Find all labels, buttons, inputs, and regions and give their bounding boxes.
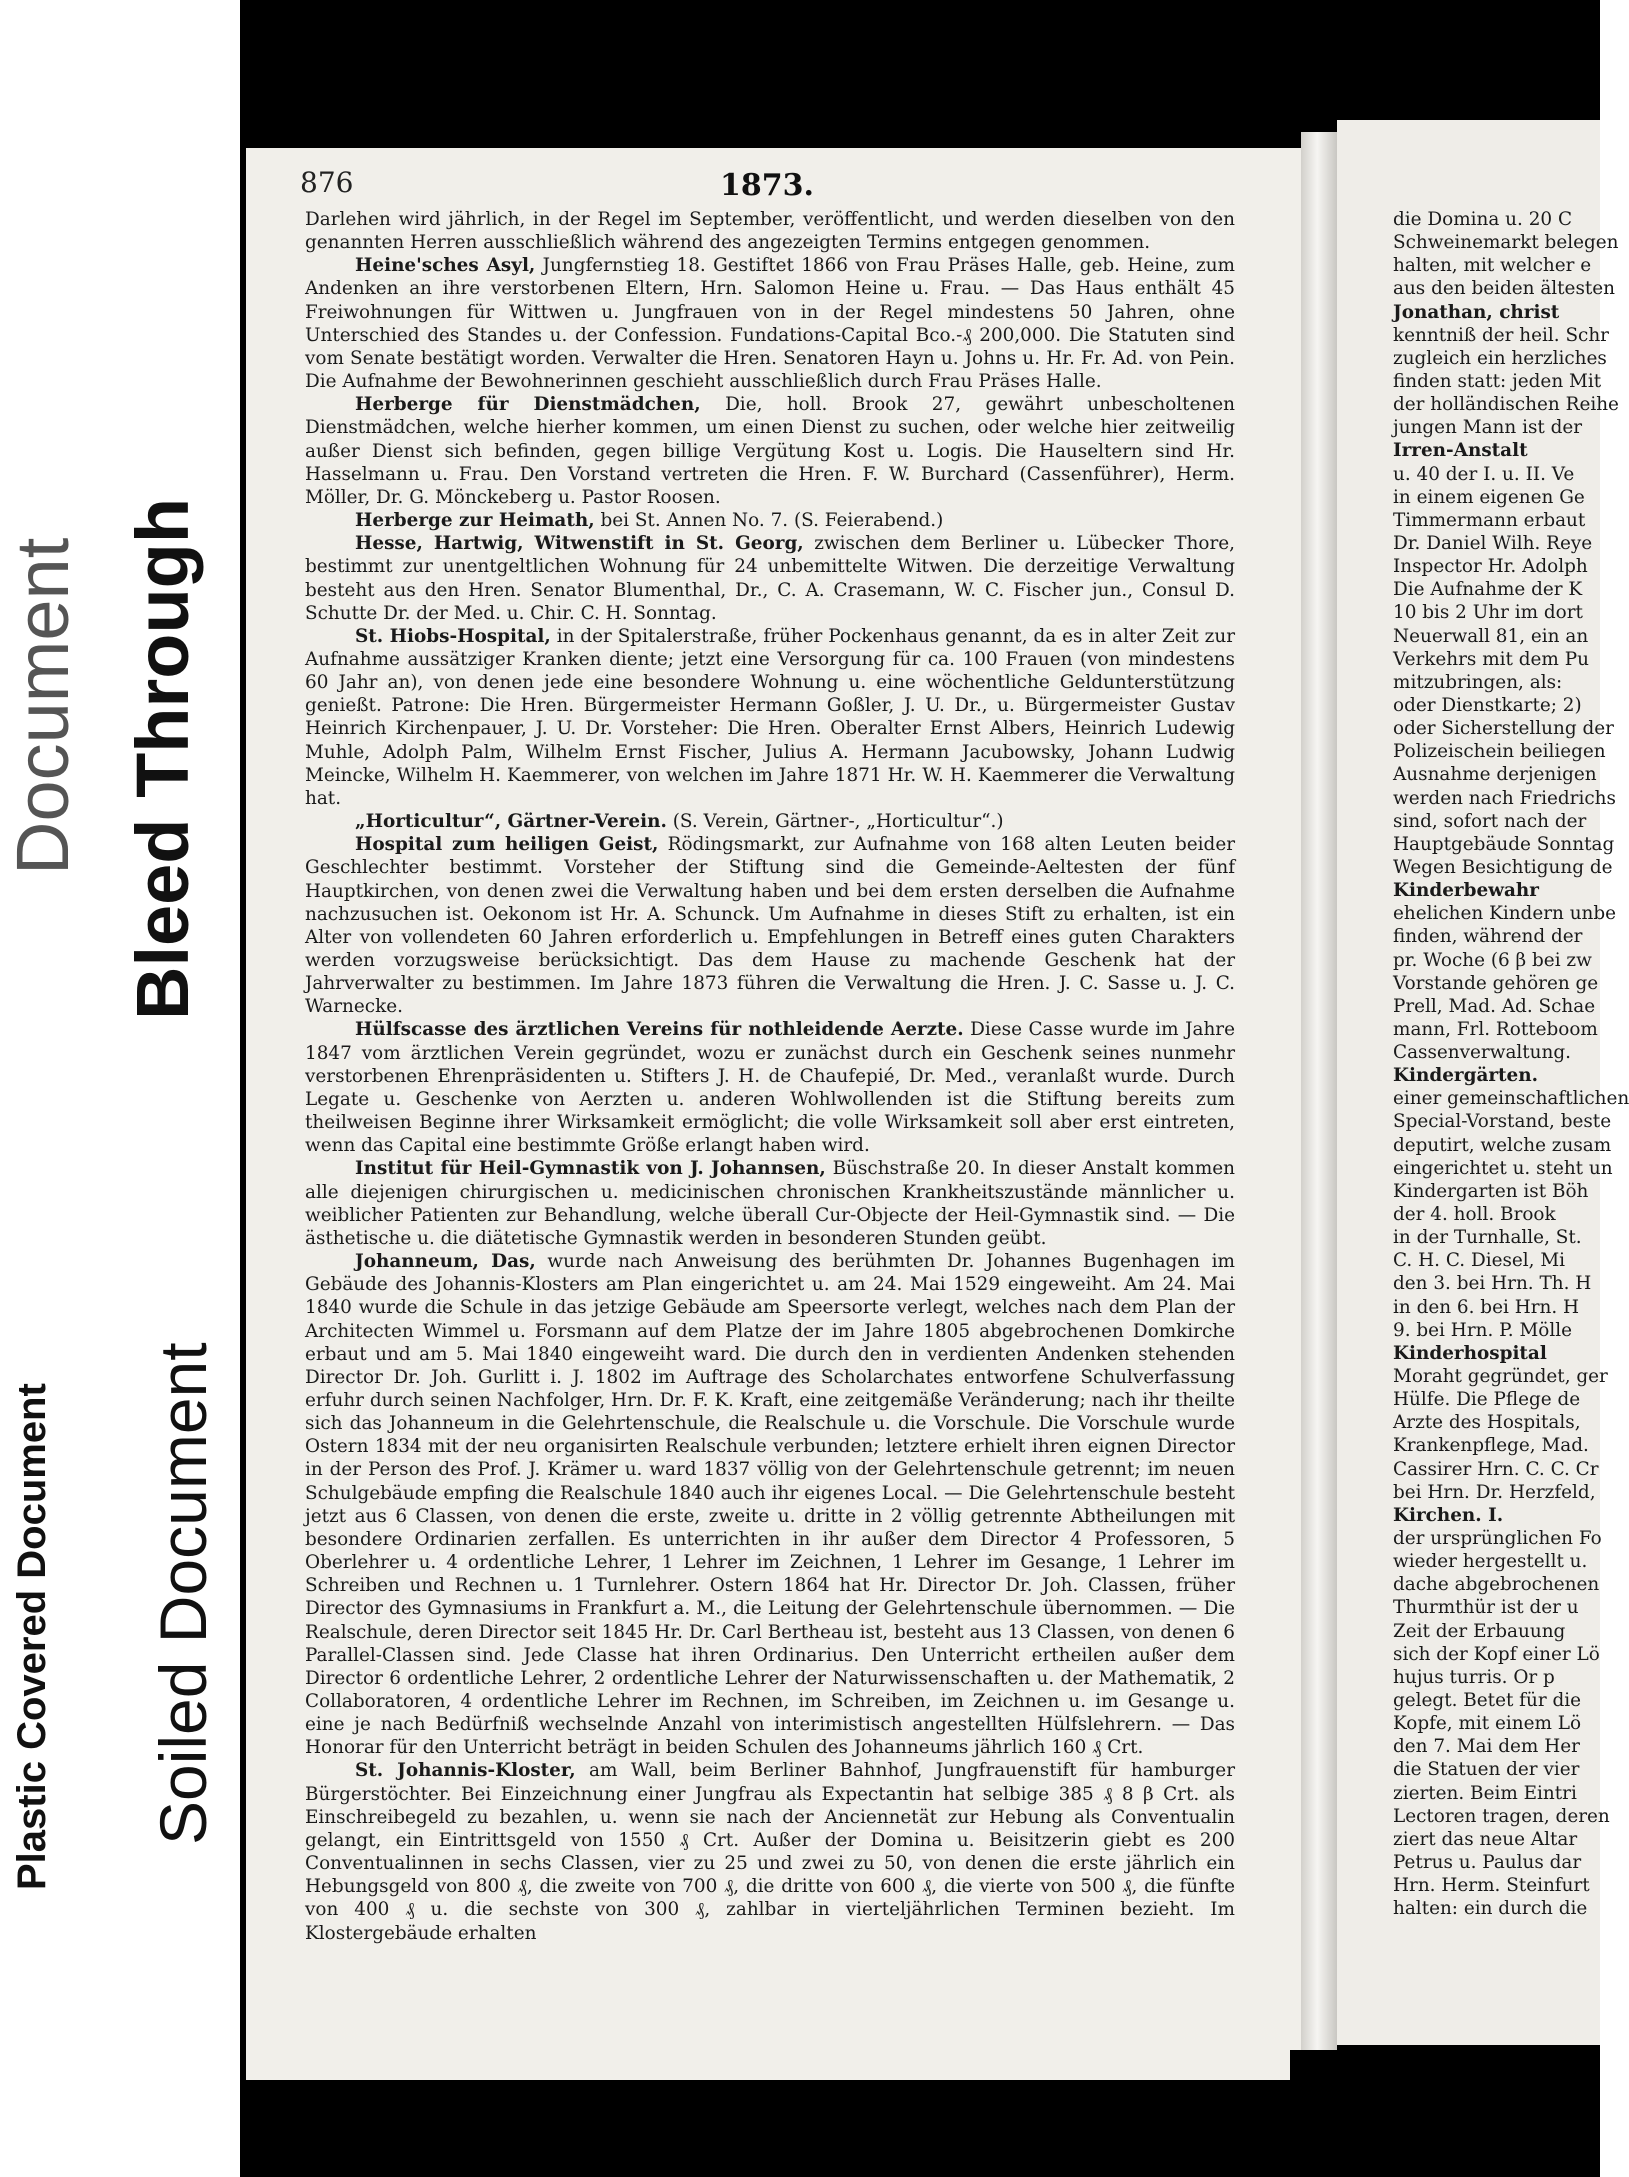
entry-title: Johanneum, Das, [355, 1251, 536, 1273]
entry [305, 625, 1235, 810]
right-column-line: Kinderbewahr [1393, 880, 1539, 902]
right-column-line: mann, Frl. Rotteboom [1393, 1018, 1598, 1040]
page-gutter [1301, 132, 1337, 2077]
right-column-line: Kindergarten ist Böh [1393, 1180, 1589, 1202]
right-column-line: u. 40 der I. u. II. Ve [1393, 463, 1575, 485]
year-heading: 1873. [720, 168, 814, 203]
entry [305, 509, 1235, 532]
entry-text: Rödingsmarkt, zur Aufnahme von 168 alten Leuten beider Geschlechter bestimmt. Vorsteher der Stiftung sind die Gemeinde-Aeltesten der fünf Hauptkirchen, von denen zwei die Verwaltung haben und bei dem ersten derselben die Aufnahme nachzusuchen ist. Oekonom ist Hr. A. Schunck. Um Aufnahme in dieses Stift zu erhalten, ist ein Alter von vollendeten 60 Jahren erforderlich u. Empfehlungen in Betreff eines guten Charakters werden vorzugsweise berücksichtigt. Das dem Hause zu machende Geschenk hat der Jahrverwalter zu bestimmen. Im Jahre 1873 führen die Verwaltung die Hren. J. C. Sasse u. J. C. Warnecke. [305, 834, 1235, 1018]
right-column-line: Die Aufnahme der K [1393, 579, 1583, 601]
entry-text: Die, holl. Brook 27, gewährt unbescholtenen Dienstmädchen, welche hierher kommen, um einen Dienst zu suchen, oder welche hier zeitweilig außer Dienst sich befinden, gegen billige Vergütung Kost u. Logis. Die Hauseltern sind Hr. Hasselmann u. Frau. Den Vorstand vertreten die Hren. F. W. Burchard (Cassenführer), Herm. Möller, Dr. G. Mönckeberg u. Pastor Roosen. [305, 394, 1235, 508]
right-column-line: eingerichtet u. steht un [1393, 1157, 1613, 1179]
right-column-line: oder Sicherstellung der [1393, 718, 1614, 740]
right-column-line: Kirchen. I. [1393, 1504, 1504, 1526]
right-column-line: Hrn. Herm. Steinfurt [1393, 1875, 1590, 1897]
right-column-line: Polizeischein beiliegen [1393, 741, 1606, 763]
right-column-line: Thurmthür ist der u [1393, 1597, 1579, 1619]
right-column-line: Schweinemarkt belegen [1393, 232, 1619, 254]
right-column-line: Neuerwall 81, ein an [1393, 625, 1589, 647]
right-column-line: halten: ein durch die [1393, 1898, 1588, 1920]
entry-title: „Horticultur“, Gärtner-Verein. [355, 811, 667, 833]
main-text-column [305, 208, 1235, 1945]
entry-text: am Wall, beim Berliner Bahnhof, Jungfrauenstift für hamburger Bürgerstöchter. Bei Einzeichnung einer Jungfrau als Expectantin hat selbige 385 ₰ 8 β Crt. als Einschreibegeld zu bezahlen, u. wenn sie nach der Anciennetät zur Hebung als Conventualin gelangt, ein Eintrittsgeld von 1550 ₰ Crt. Außer der Domina u. Beisitzerin giebt es 200 Conventualinnen in sechs Classen, vier zu 25 und zwei zu 50, von denen die erste jährlich ein Hebungsgeld von 800 ₰, die zweite von 700 ₰, die dritte von 600 ₰, die vierte von 500 ₰, die fünfte von 400 ₰ u. die sechste von 300 ₰, zahlbar in vierteljährlichen Terminen bezieht. Im Klostergebäude erhalten [305, 1760, 1235, 1944]
entry [305, 208, 1235, 254]
right-column-line: die Domina u. 20 C [1393, 209, 1573, 230]
entry-text: zwischen dem Berliner u. Lübecker Thore, bestimmt zur unentgeltlichen Wohnung für 24 unbemittelte Witwen. Die derzeitige Verwaltung besteht aus den Hren. Senator Blumenthal, Dr., C. A. Crasemann, W. C. Fischer jun., Consul D. Schutte Dr. der Med. u. Chir. C. H. Sonntag. [305, 533, 1235, 624]
right-column-line: wieder hergestellt u. [1393, 1551, 1588, 1573]
right-column-line: zierten. Beim Eintri [1393, 1782, 1577, 1804]
right-column-line: Verkehrs mit dem Pu [1393, 648, 1589, 670]
right-column-line: Irren-Anstalt [1393, 440, 1528, 462]
right-column-line: ehelichen Kindern unbe [1393, 903, 1617, 925]
entry [305, 254, 1235, 393]
right-column-line: gelegt. Betet für die [1393, 1690, 1582, 1711]
right-column-line: Lectoren tragen, deren [1393, 1805, 1610, 1827]
right-column-line: einer gemeinschaftlichen [1393, 1088, 1629, 1110]
right-column-line: hujus turris. Or p [1393, 1666, 1555, 1688]
right-column-line: der holländischen Reihe [1393, 394, 1619, 416]
right-column-line: Krankenpflege, Mad. [1393, 1435, 1589, 1457]
right-column-line: Hülfe. Die Pflege de [1393, 1389, 1581, 1411]
entry-text: in der Spitalerstraße, früher Pockenhaus genannt, da es in alter Zeit zur Aufnahme aussätziger Kranken diente; jetzt eine Versorgung für ca. 100 Frauen (von mindestens 60 Jahr an), von denen jede eine besondere Wohnung u. eine wöchentliche Geldunterstützung genießt. Patrone: Die Hren. Bürgermeister Hermann Goßler, J. U. Dr., u. Bürgermeister Gustav Heinrich Kirchenpauer, J. U. Dr. Vorsteher: Die Hren. Oberalter Ernst Albers, Heinrich Ludewig Muhle, Adolph Palm, Wilhelm Ernst Fischer, Julius A. Hermann Jacubowsky, Johann Ludwig Meincke, Wilhelm H. Kaemmerer, von welchen im Jahre 1871 Hr. W. H. Kaemmerer die Verwaltung hat. [305, 625, 1235, 809]
right-column-line: kenntniß der heil. Schr [1393, 324, 1609, 346]
entry [305, 1157, 1235, 1250]
right-column-line: halten, mit welcher e [1393, 255, 1592, 277]
right-column-line: finden, während der [1393, 926, 1583, 948]
right-column-line: Cassirer Hrn. C. C. Cr [1393, 1458, 1599, 1480]
plastic-covered-label: Plastic Covered Document [10, 1383, 54, 1890]
entry [305, 1018, 1235, 1157]
right-column-line: sind, sofort nach der [1393, 810, 1587, 832]
entry-title: St. Johannis-Kloster, [355, 1760, 576, 1782]
entry [305, 1759, 1235, 1944]
right-column-line: Dr. Daniel Wilh. Reye [1393, 532, 1593, 554]
entry-title: Heine'sches Asyl, [355, 255, 536, 277]
right-column-line: in den 6. bei Hrn. H [1393, 1296, 1580, 1318]
entry [305, 393, 1235, 509]
right-column-line: deputirt, welche zusam [1393, 1134, 1612, 1156]
right-column-line: Kindergärten. [1393, 1065, 1539, 1087]
right-column-line: Special-Vorstand, beste [1393, 1111, 1612, 1133]
right-column-line: oder Dienstkarte; 2) [1393, 694, 1582, 716]
right-column-line: Ausnahme derjenigen [1393, 764, 1597, 786]
right-column-line: Jonathan, christ [1393, 301, 1560, 323]
entry-text: wurde nach Anweisung des berühmten Dr. Johannes Bugenhagen im Gebäude des Johannis-Klosters am Plan eingerichtet u. am 24. Mai 1529 eingeweiht. Am 24. Mai 1840 wurde die Schule in das jetzige Gebäude am Speersorte verlegt, welches nach dem Plan der Architecten Wimmel u. Forsmann auf dem Platze der im Jahre 1805 abgebrochenen Domkirche erbaut und am 5. Mai 1840 eingeweiht ward. Die durch den in verdienten Andenken stehenden Director Dr. Joh. Gurlitt i. J. 1802 im Auftrage des Scholarchates entworfene Schulverfassung erfuhr durch seinen Nachfolger, Hrn. Dr. F. K. Kraft, eine zeitgemäße Veränderung; nach ihr theilte sich das Johanneum in die Gelehrtenschule, die Realschule u. die Vorschule. Die Vorschule wurde Ostern 1834 mit der neu organisirten Realschule verbunden; letztere erhielt ihren eignen Director in der Person des Prof. J. Krämer u. ward 1837 völlig von der Gelehrtenschule getrennt; im neuen Schulgebäude empfing die Realschule 1840 auch ihr eigenes Local. — Die Gelehrtenschule besteht jetzt aus 6 Classen, von denen die erste, zweite u. dritte in 2 völlig getrennte Abtheilungen mit besondere Ordinarien zerfallen. Es unterrichten in ihr außer dem Director 4 Professoren, 5 Oberlehrer u. 4 ordentliche Lehrer, 1 Lehrer im Zeichnen, 1 Lehrer im Gesange, 1 Lehrer im Schreiben und Rechnen u. 1 Turnlehrer. Ostern 1864 hat Hr. Director Dr. Joh. Classen, früher Director des Gymnasiums in Frankfurt a. M., die Leitung der Gelehrtenschule übernommen. — Die Realschule, deren Director seit 1845 Hr. Dr. Carl Bertheau ist, besteht aus 13 Classen, von denen 6 Parallel-Classen sind. Jede Classe hat ihren Ordinarius. Den Unterricht ertheilen außer dem Director 6 ordentliche Lehrer, 2 ordentliche Lehrer der Naturwissenschaften u. der Mathematik, 2 Collaboratoren, 4 ordentliche Lehrer im Rechnen, im Schreiben, im Zeichnen u. im Gesange u. eine je nach Bedürfniß wechselnde Anzahl von interimistisch angestellten Hülfslehrern. — Das Honorar für den Unterricht beträgt in beiden Schulen des Johanneums jährlich 160 ₰ Crt. [305, 1251, 1235, 1759]
right-column-line: der 4. holl. Brook [1393, 1204, 1556, 1226]
right-column-line: ziert das neue Altar [1393, 1828, 1578, 1850]
entry-text: Büschstraße 20. In dieser Anstalt kommen alle diejenigen chirurgischen u. medicinischen chronischen Krankheitszustände männlicher u. weiblicher Patienten zur Behandlung, welche überall Cur-Objecte der Heil-Gymnastik sind. — Die ästhetische u. die diätetische Gymnastik werden in besonderen Stunden geübt. [305, 1158, 1235, 1249]
entry-title: Institut für Heil-Gymnastik von J. Johannsen, [355, 1158, 826, 1180]
entry-title: Herberge für Dienstmädchen, [355, 394, 701, 416]
entry [305, 1250, 1235, 1759]
right-column-line: den 3. bei Hrn. Th. H [1393, 1273, 1592, 1295]
right-column-line: Wegen Besichtigung de [1393, 856, 1613, 878]
right-column-line: C. H. C. Diesel, Mi [1393, 1250, 1566, 1272]
right-column-line: in einem eigenen Ge [1393, 486, 1585, 508]
right-column-line: die Statuen der vier [1393, 1759, 1580, 1781]
right-column-line: Inspector Hr. Adolph [1393, 556, 1588, 578]
document-label: Document [1, 537, 84, 875]
entry [305, 532, 1235, 625]
right-column-line: in der Turnhalle, St. [1393, 1227, 1582, 1249]
entry-text: bei St. Annen No. 7. (S. Feierabend.) [600, 510, 944, 532]
entry-title: Herberge zur Heimath, [355, 510, 595, 532]
right-column-line: werden nach Friedrichs [1393, 787, 1616, 809]
scan-edge-dark [1290, 2050, 1600, 2177]
right-column-line: bei Hrn. Dr. Herzfeld, [1393, 1481, 1596, 1503]
right-column-line: jungen Mann ist der [1393, 417, 1583, 439]
right-column-line: Kopfe, mit einem Lö [1393, 1713, 1582, 1735]
entry-title: Hospital zum heiligen Geist, [355, 834, 659, 856]
right-column-line: dache abgebrochenen [1393, 1574, 1600, 1596]
right-column-line: Hauptgebäude Sonntag [1393, 833, 1615, 855]
right-column-line: der ursprünglichen Fo [1393, 1528, 1602, 1550]
entry-text: (S. Verein, Gärtner-, „Horticultur“.) [672, 811, 1004, 833]
entry-title: Hülfscasse des ärztlichen Vereins für nothleidende Aerzte. [355, 1019, 964, 1041]
right-column-line: Prell, Mad. Ad. Schae [1393, 995, 1596, 1017]
entry-text: Darlehen wird jährlich, in der Regel im September, veröffentlicht, und werden dieselben von den genannten Herren ausschließlich während des angezeigten Termins entgegen genommen. [305, 209, 1235, 254]
right-column-line: Cassenverwaltung. [1393, 1042, 1571, 1064]
right-column-line: mitzubringen, als: [1393, 671, 1563, 693]
right-column-line: Timmermann erbaut [1393, 509, 1586, 531]
right-column-line: sich der Kopf einer Lö [1393, 1643, 1600, 1665]
right-column-line: Moraht gegründet, ger [1393, 1366, 1608, 1388]
right-column-line: Zeit der Erbauung [1393, 1620, 1566, 1642]
right-column-line: 10 bis 2 Uhr im dort [1393, 602, 1583, 624]
entry-title: St. Hiobs-Hospital, [355, 625, 551, 647]
entry-text: Diese Casse wurde im Jahre 1847 vom ärztlichen Verein gegründet, wozu er zunächst durch ein Geschenk seines nunmehr verstorbenen Ehrenpräsidenten u. Stifters J. H. de Chaufepié, Dr. Med., veranlaßt wurde. Durch Legate u. Geschenke von Aerzten u. anderen Wohlwollenden ist die Stiftung bereits zum theilweisen Beginne ihrer Wirksamkeit ermöglicht; die volle Wirksamkeit soll aber erst eintreten, wenn das Capital eine bestimmte Größe erlangt haben wird. [305, 1019, 1235, 1157]
right-column-line: Petrus u. Paulus dar [1393, 1851, 1582, 1873]
entry-text: Jungfernstieg 18. Gestiftet 1866 von Frau Präses Halle, geb. Heine, zum Andenken an ihre verstorbenen Eltern, Hrn. Salomon Heine u. Frau. — Das Haus enthält 45 Freiwohnungen für Wittwen u. Jungfrauen von in der Regel mindestens 50 Jahren, ohne Unterschied des Standes u. der Confession. Fundations-Capital Bco.-₰ 200,000. Die Statuten sind vom Senate bestätigt worden. Verwalter die Hren. Senatoren Hayn u. Johns u. Hr. Fr. Ad. von Pein. Die Aufnahme der Bewohnerinnen geschieht ausschließlich durch Frau Präses Halle. [305, 255, 1235, 393]
right-column-line: Arzte des Hospitals, [1393, 1412, 1581, 1434]
right-column-line: Vorstande gehören ge [1393, 972, 1599, 994]
right-column-line: aus den beiden ältesten [1393, 278, 1615, 300]
entry [305, 833, 1235, 1018]
right-column-line: finden statt: jeden Mit [1393, 370, 1602, 392]
page-number: 876 [300, 166, 354, 199]
right-column-line: 9. bei Hrn. P. Mölle [1393, 1319, 1573, 1341]
right-column-line: zugleich ein herzliches [1393, 347, 1607, 369]
right-column-line: Kinderhospital [1393, 1342, 1547, 1364]
entry [305, 810, 1235, 833]
bleed-through-label: Bleed Through [121, 497, 204, 1020]
right-column-line: den 7. Mai dem Her [1393, 1736, 1580, 1758]
soiled-document-label: Soiled Document [146, 1342, 220, 1845]
right-text-column [1393, 208, 1629, 1920]
right-column-line: pr. Woche (6 β bei zw [1393, 949, 1592, 971]
entry-title: Hesse, Hartwig, Witwenstift in St. Georg, [355, 533, 804, 555]
